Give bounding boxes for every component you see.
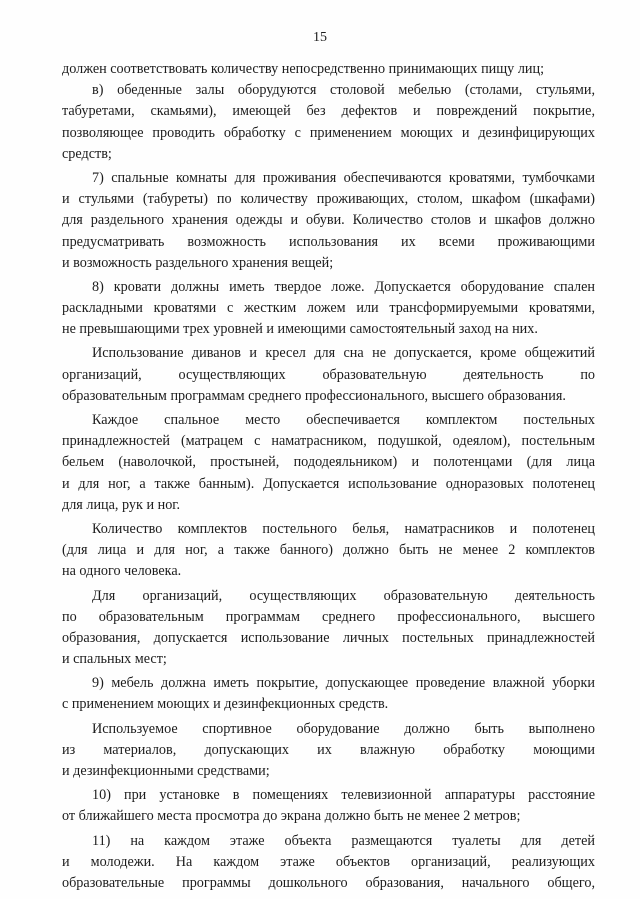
text-line: принадлежностей (матрацем с наматрасником, подушкой, одеялом), постельным xyxy=(62,433,595,450)
text-line: позволяющее проводить обработку с применением моющих и дезинфицирующих xyxy=(62,124,595,141)
text-line: Для организаций, осуществляющих образовательную деятельность xyxy=(92,587,595,604)
text-line: 11) на каждом этаже объекта размещаются туалеты для детей xyxy=(92,832,595,849)
text-line: от ближайшего места просмотра до экрана должно быть не менее 2 метров; xyxy=(62,808,521,825)
text-line: средств; xyxy=(62,145,112,162)
text-line: и стульями (табуреты) по количеству проживающих, столом, шкафом (шкафами) xyxy=(62,191,595,208)
text-line: и молодежи. На каждом этаже объектов организаций, реализующих xyxy=(62,853,595,870)
text-line: из материалов, допускающих их влажную обработку моющими xyxy=(62,741,595,758)
text-line: и дезинфекционными средствами; xyxy=(62,763,270,779)
text-line: табуретами, скамьями), имеющей без дефектов и повреждений покрытие, xyxy=(62,103,595,120)
text-line: 10) при установке в помещениях телевизионной аппаратуры расстояние xyxy=(92,787,595,804)
text-line: с применением моющих и дезинфекционных средств. xyxy=(62,696,389,713)
text-line: 8) кровати должны иметь твердое ложе. Допускается оборудование спален xyxy=(92,278,595,295)
text-line: Используемое спортивное оборудование должно быть выполнено xyxy=(92,720,595,737)
text-line: (для лица и для ног, а также банного) должно быть не менее 2 комплектов xyxy=(62,542,595,559)
text-line: Количество комплектов постельного белья, наматрасников и полотенец xyxy=(92,520,595,537)
text-line: 7) спальные комнаты для проживания обеспечиваются кроватями, тумбочками xyxy=(92,169,595,186)
text-line: предусматривать возможность использования их всеми проживающими xyxy=(62,233,595,250)
text-line: бельем (наволочкой, простыней, пододеяльником) и полотенцами (для лица xyxy=(62,454,595,471)
text-line: Использование диванов и кресел для сна не допускается, кроме общежитий xyxy=(92,345,595,362)
text-line: Каждое спальное место обеспечивается комплектом постельных xyxy=(92,412,595,428)
text-line: и возможность раздельного хранения вещей; xyxy=(62,254,334,271)
text-line: в) обеденные залы оборудуются столовой мебелью (столами, стульями, xyxy=(92,82,595,99)
text-line: по образовательным программам среднего профессионального, высшего xyxy=(62,608,595,625)
text-line: на одного человека. xyxy=(62,563,182,580)
text-line: не превышающими трех уровней и имеющими самостоятельный заход на них. xyxy=(62,321,538,338)
text-line: образовательные программы дошкольного образования, начального общего, xyxy=(62,874,595,891)
page-number: 15 xyxy=(313,30,327,45)
text-line: 9) мебель должна иметь покрытие, допускающее проведение влажной уборки xyxy=(92,675,595,692)
text-line: для лица, рук и ног. xyxy=(62,496,181,513)
text-line: организаций, осуществляющих образовательную деятельность по xyxy=(62,366,595,383)
text-line: образования, допускается использование личных постельных принадлежностей xyxy=(62,629,595,646)
body-text xyxy=(62,59,595,894)
text-line: образовательным программам среднего профессионального, высшего образования. xyxy=(62,387,566,404)
text-line: и спальных мест; xyxy=(62,651,167,668)
text-line: раскладными кроватями с жестким ложем или трансформируемыми кроватями, xyxy=(62,300,595,317)
text-line: для раздельного хранения одежды и обуви. Количество столов и шкафов должно xyxy=(62,212,595,229)
text-line: должен соответствовать количеству непосредственно принимающих пищу лиц; xyxy=(62,61,545,77)
text-line: и для ног, а также банным). Допускается использование одноразовых полотенец xyxy=(62,475,595,492)
